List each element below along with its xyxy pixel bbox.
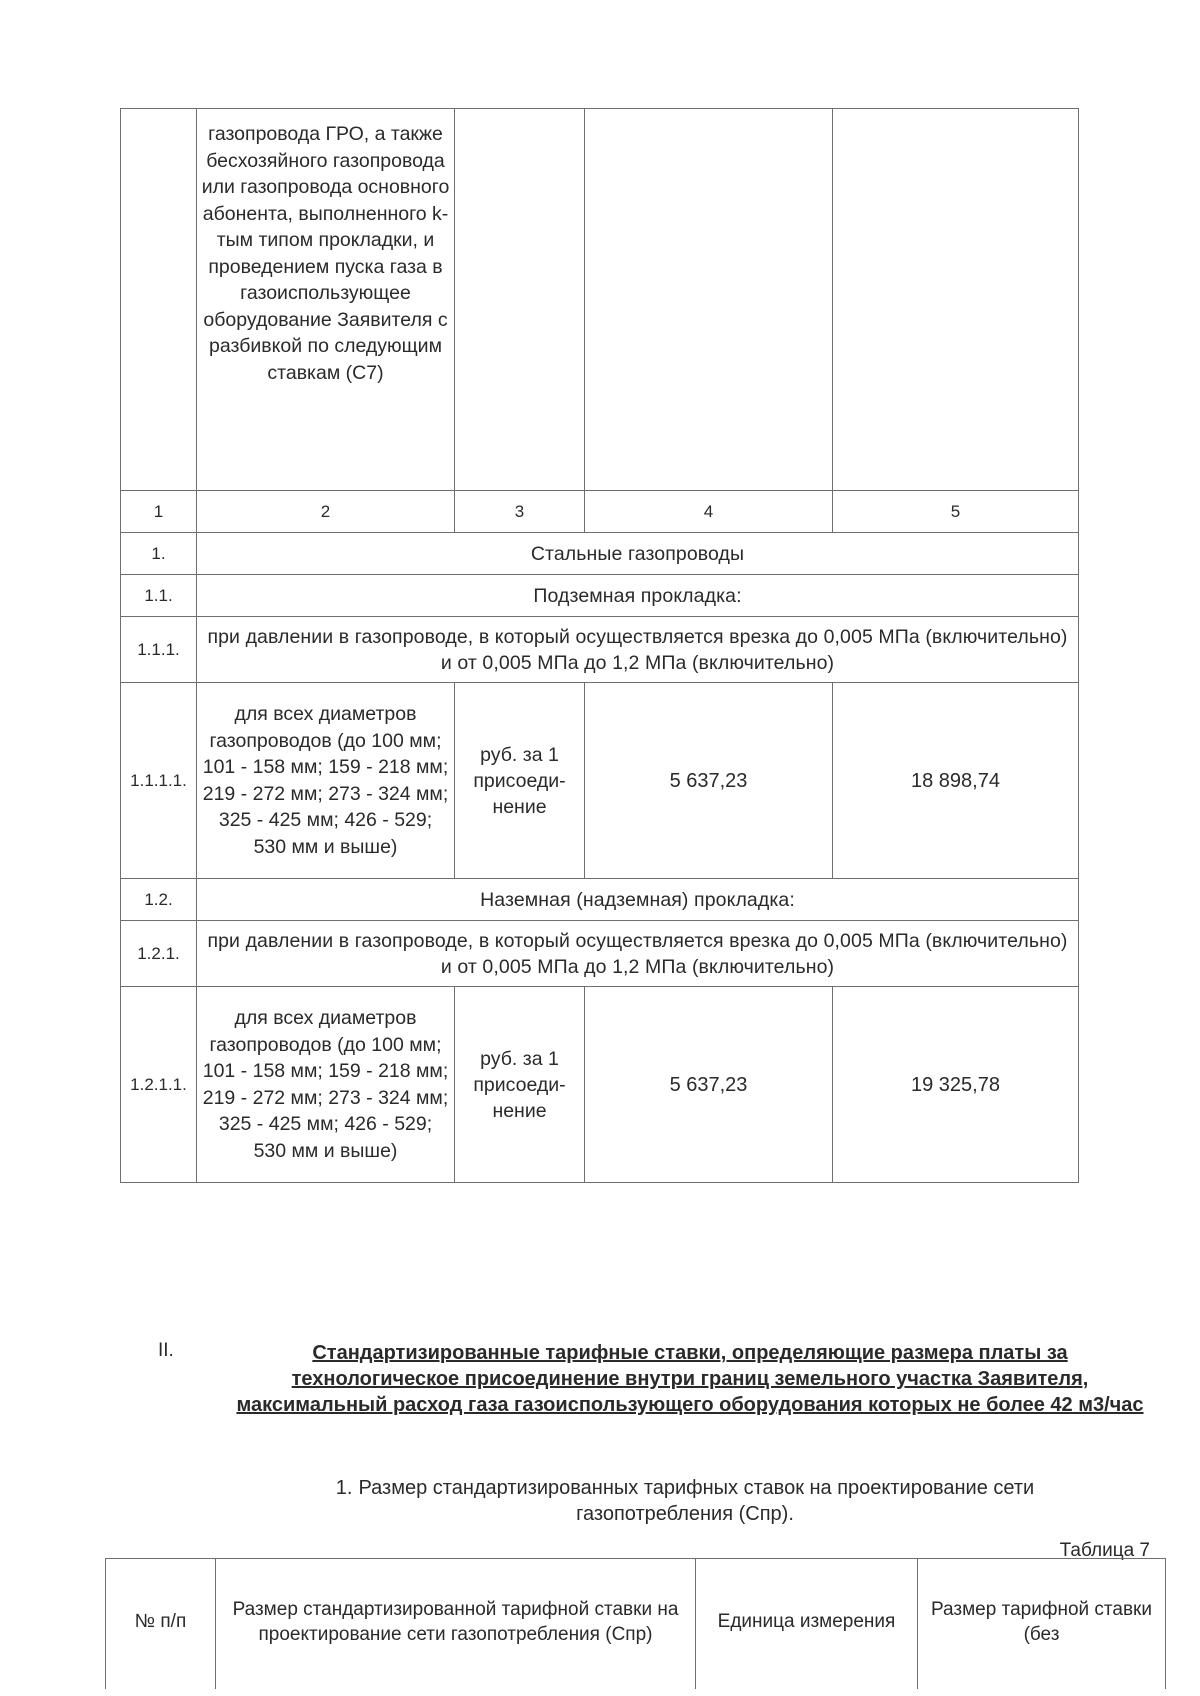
column-number: 3 — [455, 491, 585, 533]
section-title: Стальные газопроводы — [197, 533, 1079, 575]
table-row — [121, 533, 1079, 575]
subsection-text: Размер стандартизированных тарифных ставок на проектирование сети газопотребления (Спр). — [358, 1477, 1035, 1525]
table-row — [121, 575, 1079, 617]
header-index: № п/п — [106, 1559, 216, 1689]
section-number: II. — [158, 1340, 174, 1361]
lead-description: газопровода ГРО, а также бесхозяйного газопровода или газопровода основного абонента, выполненного k-тым типом прокладки, и проведением пуска газа в газоиспользующее оборудование Заявителя с разбивкой по следующим ставкам (С7) — [197, 109, 455, 491]
rate-description: для всех диаметров газопроводов (до 100 мм; 101 - 158 мм; 159 - 218 мм; 219 - 272 мм; 273 - 324 мм; 325 - 425 мм; 426 - 529; 530 мм и выше) — [197, 683, 455, 879]
header-rate-name: Размер стандартизированной тарифной ставки на проектирование сети газопотребления (Спр) — [216, 1559, 696, 1689]
table-caption: Таблица 7 — [1059, 1540, 1150, 1561]
row-number: 1.2.1.1. — [121, 987, 197, 1183]
row-number: 1.2.1. — [121, 921, 197, 987]
subsection-number: 1. — [335, 1477, 353, 1499]
rate-value-b: 18 898,74 — [833, 683, 1079, 879]
pressure-condition: при давлении в газопроводе, в который осуществляется врезка до 0,005 МПа (включительно) и от 0,005 МПа до 1,2 МПа (включительно) — [197, 617, 1079, 683]
tariff-table — [120, 108, 1079, 1183]
rate-description: для всех диаметров газопроводов (до 100 мм; 101 - 158 мм; 159 - 218 мм; 219 - 272 мм; 273 - 324 мм; 325 - 425 мм; 426 - 529; 530 мм и выше) — [197, 987, 455, 1183]
table-row — [121, 879, 1079, 921]
table-row — [121, 617, 1079, 683]
rate-value-b: 19 325,78 — [833, 987, 1079, 1183]
lead-value-a-cell — [585, 109, 833, 491]
rate-unit: руб. за 1 присоеди-нение — [455, 683, 585, 879]
subsection-title: Наземная (надземная) прокладка: — [197, 879, 1079, 921]
rate-unit: руб. за 1 присоеди-нение — [455, 987, 585, 1183]
header-rate-size: Размер тарифной ставки (без — [918, 1559, 1166, 1689]
column-number: 5 — [833, 491, 1079, 533]
pressure-condition: при давлении в газопроводе, в который осуществляется врезка до 0,005 МПа (включительно) и от 0,005 МПа до 1,2 МПа (включительно) — [197, 921, 1079, 987]
table-row — [121, 683, 1079, 879]
column-number-row — [121, 491, 1079, 533]
column-number: 2 — [197, 491, 455, 533]
rate-value-a: 5 637,23 — [585, 987, 833, 1183]
row-number: 1.2. — [121, 879, 197, 921]
column-number: 4 — [585, 491, 833, 533]
row-number: 1. — [121, 533, 197, 575]
subsection-heading — [270, 1475, 1100, 1527]
table-row — [121, 921, 1079, 987]
table-7 — [105, 1558, 1166, 1689]
header-unit: Единица измерения — [696, 1559, 918, 1689]
lead-num-cell — [121, 109, 197, 491]
lead-unit-cell — [455, 109, 585, 491]
subsection-title: Подземная прокладка: — [197, 575, 1079, 617]
row-number: 1.1. — [121, 575, 197, 617]
lead-value-b-cell — [833, 109, 1079, 491]
column-number: 1 — [121, 491, 197, 533]
table-header-row — [106, 1559, 1166, 1689]
rate-value-a: 5 637,23 — [585, 683, 833, 879]
table-row-lead — [121, 109, 1079, 491]
row-number: 1.1.1. — [121, 617, 197, 683]
section-heading: Стандартизированные тарифные ставки, определяющие размера платы за технологическое присоединение внутри границ земельного участка Заявителя, максимальный расход газа газоиспользующего оборудования которых не более 42 м3/час — [236, 1342, 1144, 1416]
row-number: 1.1.1.1. — [121, 683, 197, 879]
table-row — [121, 987, 1079, 1183]
